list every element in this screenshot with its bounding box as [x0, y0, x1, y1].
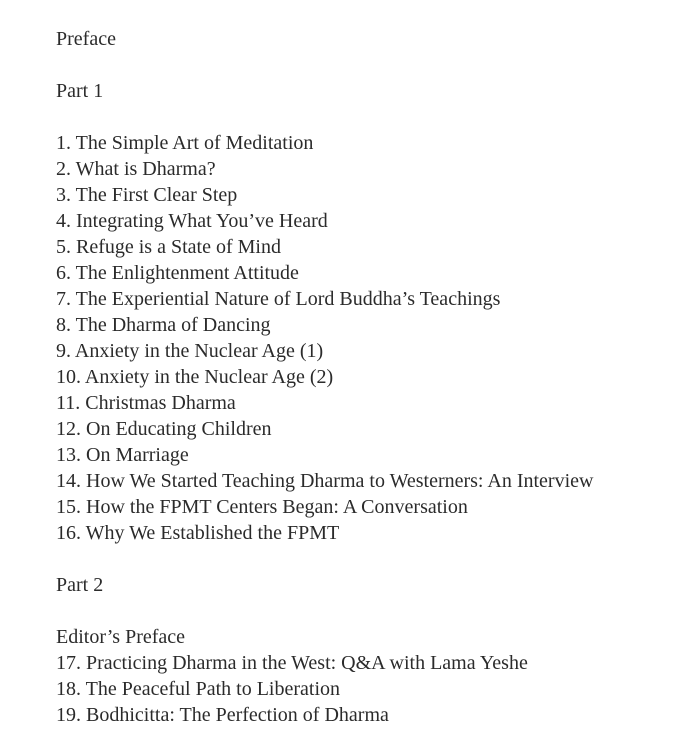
toc-item: 8. The Dharma of Dancing: [56, 314, 271, 336]
spacer: [56, 598, 676, 624]
toc-item: 17. Practicing Dharma in the West: Q&A with Lama Yeshe: [56, 652, 528, 674]
toc-item: 18. The Peaceful Path to Liberation: [56, 678, 340, 700]
toc-item: 5. Refuge is a State of Mind: [56, 236, 281, 258]
toc-item: 13. On Marriage: [56, 444, 189, 466]
spacer: [56, 104, 676, 130]
toc-item: 2. What is Dharma?: [56, 158, 216, 180]
toc-item: 3. The First Clear Step: [56, 184, 238, 206]
toc-item: 10. Anxiety in the Nuclear Age (2): [56, 366, 334, 388]
toc-item: 16. Why We Established the FPMT: [56, 522, 340, 544]
toc-item: 12. On Educating Children: [56, 418, 272, 440]
table-of-contents: [56, 26, 676, 728]
spacer: [56, 546, 676, 572]
toc-item: 4. Integrating What You’ve Heard: [56, 210, 328, 232]
toc-item: 7. The Experiential Nature of Lord Buddha’s Teachings: [56, 288, 501, 310]
part1-list: [56, 130, 676, 546]
toc-item: 19. Bodhicitta: The Perfection of Dharma: [56, 704, 389, 726]
toc-item: 9. Anxiety in the Nuclear Age (1): [56, 340, 324, 362]
toc-item: 11. Christmas Dharma: [56, 392, 236, 414]
spacer: [56, 52, 676, 78]
part1-heading: Part 1: [56, 80, 104, 102]
preface-heading: Preface: [56, 28, 116, 50]
part2-heading: Part 2: [56, 574, 104, 596]
toc-item: 14. How We Started Teaching Dharma to Westerners: An Interview: [56, 470, 594, 492]
toc-item: Editor’s Preface: [56, 626, 186, 648]
toc-item: 6. The Enlightenment Attitude: [56, 262, 299, 284]
toc-item: 15. How the FPMT Centers Began: A Conversation: [56, 496, 468, 518]
toc-item: 1. The Simple Art of Meditation: [56, 132, 314, 154]
part2-list: [56, 624, 676, 728]
